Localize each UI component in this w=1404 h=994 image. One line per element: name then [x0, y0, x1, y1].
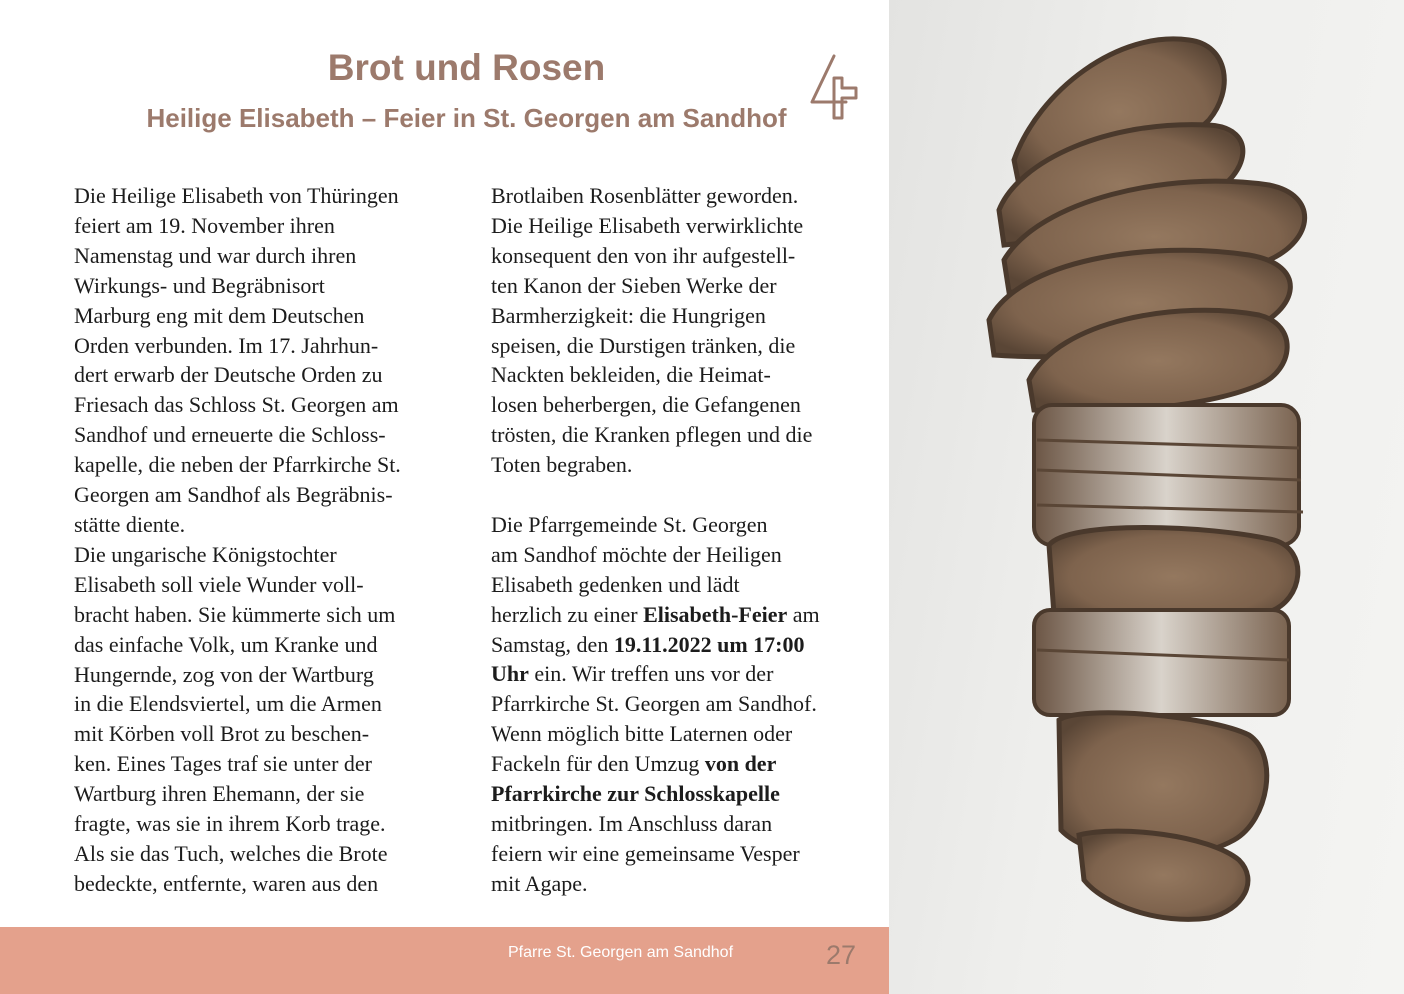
text-line: Toten begraben.	[491, 452, 633, 478]
text-line: Die ungarische Königstochter	[74, 541, 337, 567]
paragraph-spacer	[491, 480, 863, 510]
footer-band	[0, 927, 889, 994]
text-line: stätte diente.	[74, 511, 186, 537]
text-line: mit Körben voll Brot zu beschen-	[74, 721, 370, 747]
text-line: Namenstag und war durch ihren	[74, 242, 357, 268]
text-line: Als sie das Tuch, welches die Brote	[74, 840, 388, 866]
text-line: mit Agape.	[491, 870, 588, 896]
text-line: bedeckte, entfernte, waren aus den	[74, 870, 379, 896]
text-line: Friesach das Schloss St. Georgen am	[74, 392, 399, 418]
text-line: Die Heilige Elisabeth von Thüringen	[74, 183, 399, 208]
text-line: Hungernde, zog von der Wartburg	[74, 661, 374, 687]
text-run: ein. Wir treffen uns vor der	[528, 661, 774, 687]
text-line: Die Pfarrgemeinde St. Georgen	[491, 511, 768, 537]
text-line: trösten, die Kranken pflegen und die	[491, 422, 813, 448]
text-line	[491, 659, 863, 689]
bold-event-date: 19.11.2022 um 17:00	[613, 631, 805, 657]
text-line: das einfache Volk, um Kranke und	[74, 631, 378, 657]
text-line: feiern wir eine gemeinsame Vesper	[491, 840, 800, 866]
text-run: Samstag, den	[491, 631, 614, 657]
text-line: losen beherbergen, die Gefangenen	[491, 392, 801, 418]
text-line: Barmherzigkeit: die Hungrigen	[491, 302, 766, 328]
text-line: dert erwarb der Deutsche Orden zu	[74, 362, 383, 388]
footer-parish-name: Pfarre St. Georgen am Sandhof	[508, 944, 734, 961]
sliced-bread-image	[889, 0, 1404, 994]
text-line: ten Kanon der Sieben Werke der	[491, 272, 777, 298]
text-line: mitbringen. Im Anschluss daran	[491, 811, 773, 837]
text-line	[491, 600, 863, 630]
text-line: Wirkungs- und Begräbnisort	[74, 272, 325, 298]
text-line: Wenn möglich bitte Laternen oder	[491, 721, 793, 747]
text-run: herzlich zu einer	[491, 601, 644, 627]
text-run: am	[787, 601, 820, 627]
bold-event-time-unit: Uhr	[491, 661, 529, 687]
text-line: am Sandhof möchte der Heiligen	[491, 541, 782, 567]
text-line: Pfarrkirche St. Georgen am Sandhof.	[491, 691, 817, 717]
bold-route: von der	[704, 751, 777, 777]
left-text-column	[74, 181, 446, 899]
text-line: Sandhof und erneuerte die Schloss-	[74, 422, 386, 448]
text-line: feiert am 19. November ihren	[74, 212, 335, 238]
text-line: Marburg eng mit dem Deutschen	[74, 302, 365, 328]
bread-loaf-body	[1034, 405, 1303, 545]
text-line	[491, 749, 863, 779]
text-line: konsequent den von ihr aufgestell-	[491, 242, 796, 268]
page-number: 27	[826, 940, 857, 970]
text-line: in die Elendsviertel, um die Armen	[74, 691, 382, 717]
page-title: Brot und Rosen	[327, 47, 606, 88]
text-line: Nackten bekleiden, die Heimat-	[491, 362, 771, 388]
text-line: kapelle, die neben der Pfarrkirche St.	[74, 452, 401, 478]
text-line: Georgen am Sandhof als Begräbnis-	[74, 482, 393, 508]
bread-photo	[889, 0, 1404, 994]
right-text-column	[491, 181, 863, 899]
text-line: Die Heilige Elisabeth verwirklichte	[491, 212, 804, 238]
text-line: ken. Eines Tages traf sie unter der	[74, 751, 372, 777]
text-line	[491, 779, 863, 809]
bold-route: Pfarrkirche zur Schlosskapelle	[491, 781, 780, 807]
text-line: fragte, was sie in ihrem Korb trage.	[74, 811, 386, 837]
page-subtitle: Heilige Elisabeth – Feier in St. Georgen am Sandhof	[146, 103, 787, 133]
text-line: Orden verbunden. Im 17. Jahrhun-	[74, 332, 379, 358]
text-line: Elisabeth soll viele Wunder voll-	[74, 571, 364, 597]
bread-loaf-body	[1034, 610, 1289, 715]
bold-event-name: Elisabeth-Feier	[643, 601, 788, 627]
text-line	[491, 630, 863, 660]
text-line: Elisabeth gedenken und lädt	[491, 571, 740, 597]
text-line: Wartburg ihren Ehemann, der sie	[74, 781, 365, 807]
text-line: Brotlaiben Rosenblätter geworden.	[491, 183, 799, 208]
text-line: bracht haben. Sie kümmerte sich um	[74, 601, 396, 627]
number-four-icon	[806, 52, 862, 124]
text-run: Fackeln für den Umzug	[491, 751, 705, 777]
text-line: speisen, die Durstigen tränken, die	[491, 332, 796, 358]
